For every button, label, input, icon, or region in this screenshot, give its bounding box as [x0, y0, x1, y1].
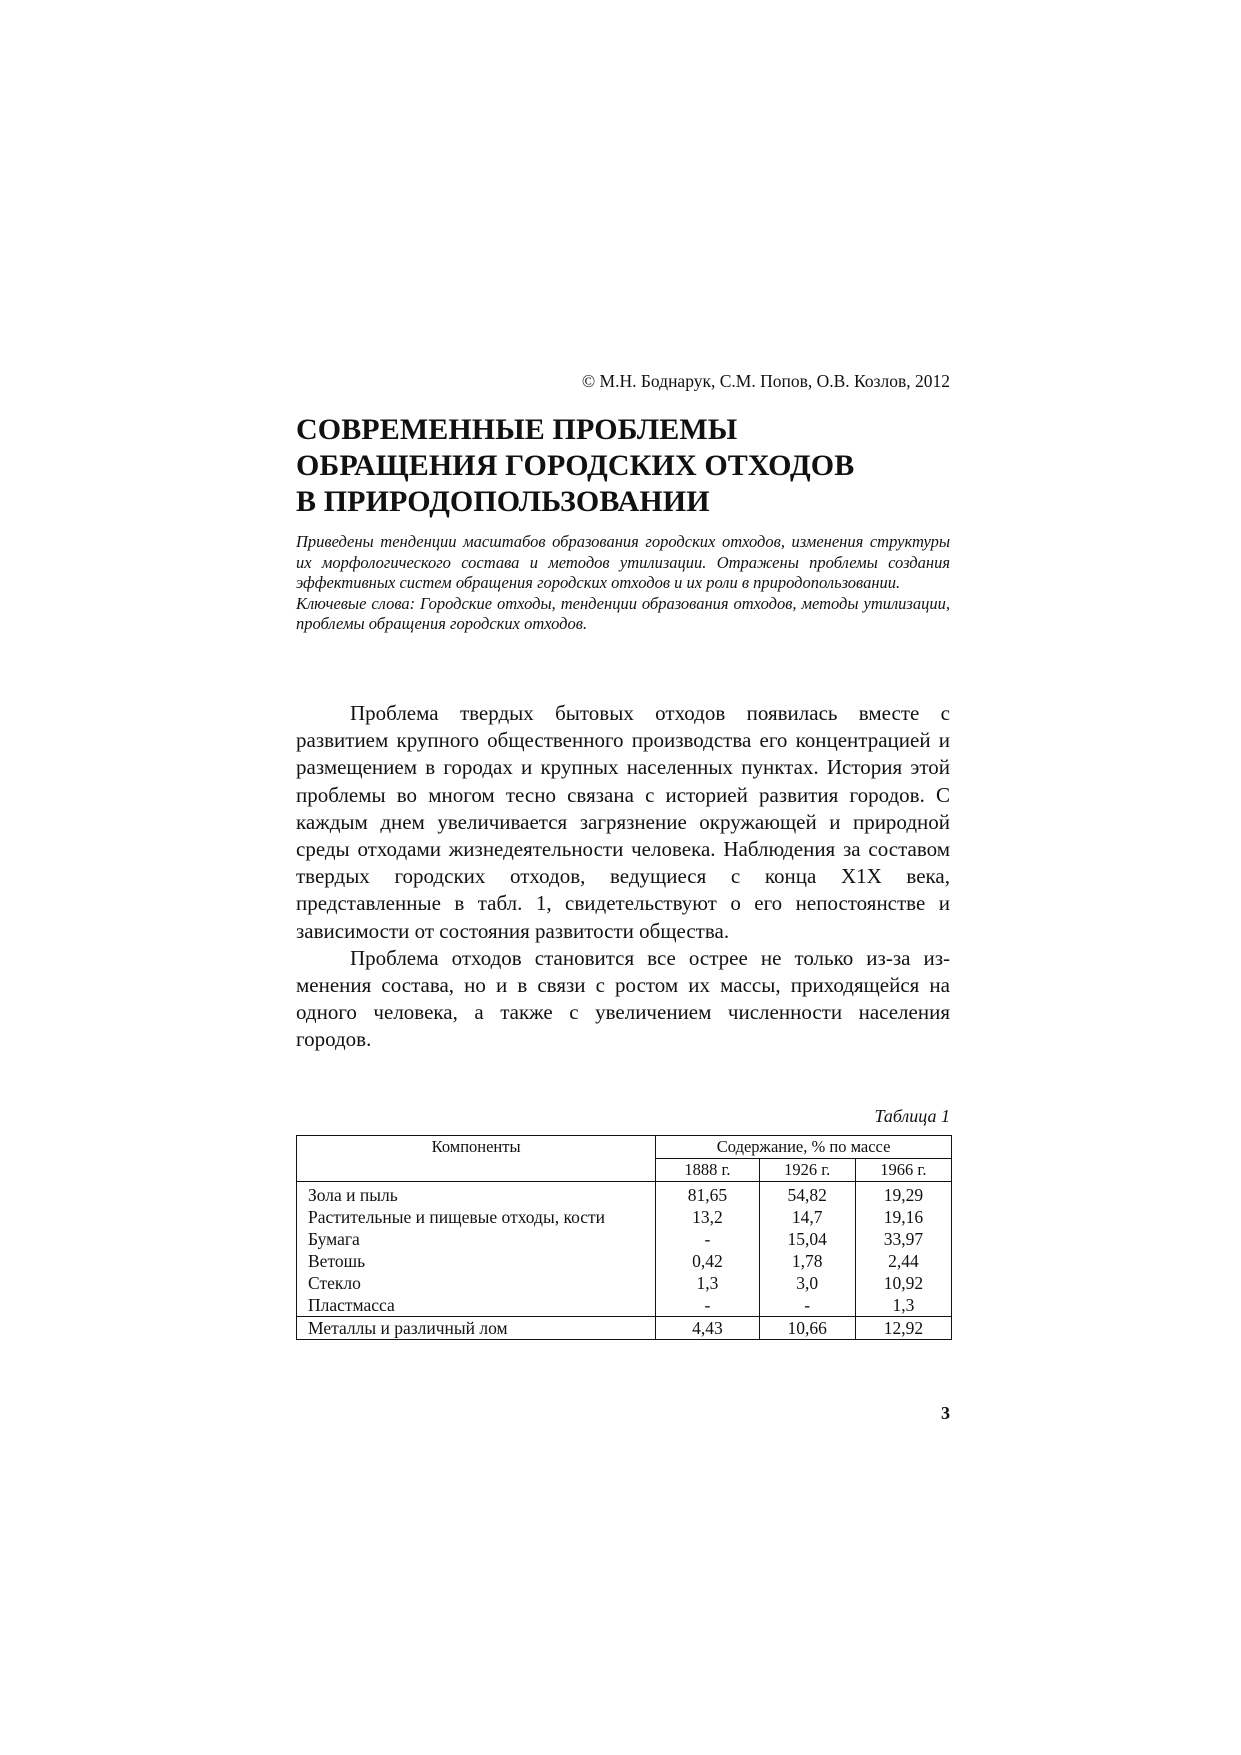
page-number: 3	[941, 1403, 950, 1423]
title-line-1: СОВРЕМЕННЫЕ ПРОБЛЕМЫ	[296, 413, 738, 446]
title-line-2: ОБРАЩЕНИЯ ГОРОДСКИХ ОТХОДОВ	[296, 449, 855, 482]
abstract-summary: Приведены тенденции масштабов образования городских отходов, изменения структуры их морфологического состава и методов утилизации. Отражены проблемы создания эффективных систем обращения городских отходов и их роли в природопользовании.	[296, 532, 950, 592]
table-row	[297, 1182, 952, 1207]
cell-1966: 19,29	[855, 1182, 951, 1207]
cell-1966: 10,92	[855, 1272, 951, 1294]
cell-1926: 3,0	[759, 1272, 855, 1294]
cell-1888: -	[656, 1228, 759, 1250]
cell-1926: 1,78	[759, 1250, 855, 1272]
cell-1888: 1,3	[656, 1272, 759, 1294]
cell-1926: 15,04	[759, 1228, 855, 1250]
body-paragraph-1: Проблема твердых бытовых отходов появилась вместе с развитием крупного общественного производства его концентрацией и размещением в городах и крупных населенных пунктах. История этой проблемы во многом тесно связана с историей развития городов. С каждым днем увеличивается загрязнение окружающей и природной среды отходами жизнедеятельности человека. Наблюдения за составом твердых городских отходов, ведущиеся с конца Х1Х века, представленные в табл. 1, свидетельствуют о его непостоянстве и зависимости от состояния развитости общества.	[296, 701, 950, 943]
copyright-line: © М.Н. Боднарук, С.М. Попов, О.В. Козлов, 2012	[581, 371, 950, 391]
article-body	[296, 700, 950, 1054]
cell-1966: 19,16	[855, 1206, 951, 1228]
title-line-3: В ПРИРОДОПОЛЬЗОВАНИИ	[296, 485, 710, 518]
cell-1926: 54,82	[759, 1182, 855, 1207]
abstract-keywords: Ключевые слова: Городские отходы, тенденции образования отходов, методы утилизации, проблемы обращения городских отходов.	[296, 593, 950, 633]
waste-composition-table	[296, 1135, 952, 1340]
header-year-1926: 1926 г.	[759, 1159, 855, 1182]
cell-1966: 33,97	[855, 1228, 951, 1250]
table-row	[297, 1294, 952, 1317]
table-row	[297, 1250, 952, 1272]
header-year-1888: 1888 г.	[656, 1159, 759, 1182]
cell-1926: 10,66	[759, 1317, 855, 1340]
row-name: Растительные и пищевые отходы, кости	[297, 1206, 656, 1228]
table-row	[297, 1228, 952, 1250]
cell-1888: 4,43	[656, 1317, 759, 1340]
cell-1966: 2,44	[855, 1250, 951, 1272]
header-year-1966: 1966 г.	[855, 1159, 951, 1182]
cell-1966: 12,92	[855, 1317, 951, 1340]
row-name: Ветошь	[297, 1250, 656, 1272]
cell-1926: -	[759, 1294, 855, 1317]
table-caption: Таблица 1	[874, 1106, 950, 1126]
cell-1888: 81,65	[656, 1182, 759, 1207]
cell-1926: 14,7	[759, 1206, 855, 1228]
row-name: Стекло	[297, 1272, 656, 1294]
table-row	[297, 1317, 952, 1340]
header-content: Содержание, % по массе	[656, 1136, 952, 1159]
table-row	[297, 1272, 952, 1294]
cell-1966: 1,3	[855, 1294, 951, 1317]
row-name: Бумага	[297, 1228, 656, 1250]
row-name: Зола и пыль	[297, 1182, 656, 1207]
row-name: Пластмасса	[297, 1294, 656, 1317]
row-name: Металлы и различный лом	[297, 1317, 656, 1340]
abstract	[296, 532, 950, 635]
article-title	[296, 412, 950, 520]
cell-1888: 13,2	[656, 1206, 759, 1228]
table-row	[297, 1206, 952, 1228]
cell-1888: -	[656, 1294, 759, 1317]
body-paragraph-2: Проблема отходов становится все острее не только из-за изменения состава, но и в связи с ростом их массы, приходящейся на одного человека, а также с увеличением численности населения городов.	[296, 945, 950, 1052]
cell-1888: 0,42	[656, 1250, 759, 1272]
header-components: Компоненты	[297, 1136, 656, 1182]
